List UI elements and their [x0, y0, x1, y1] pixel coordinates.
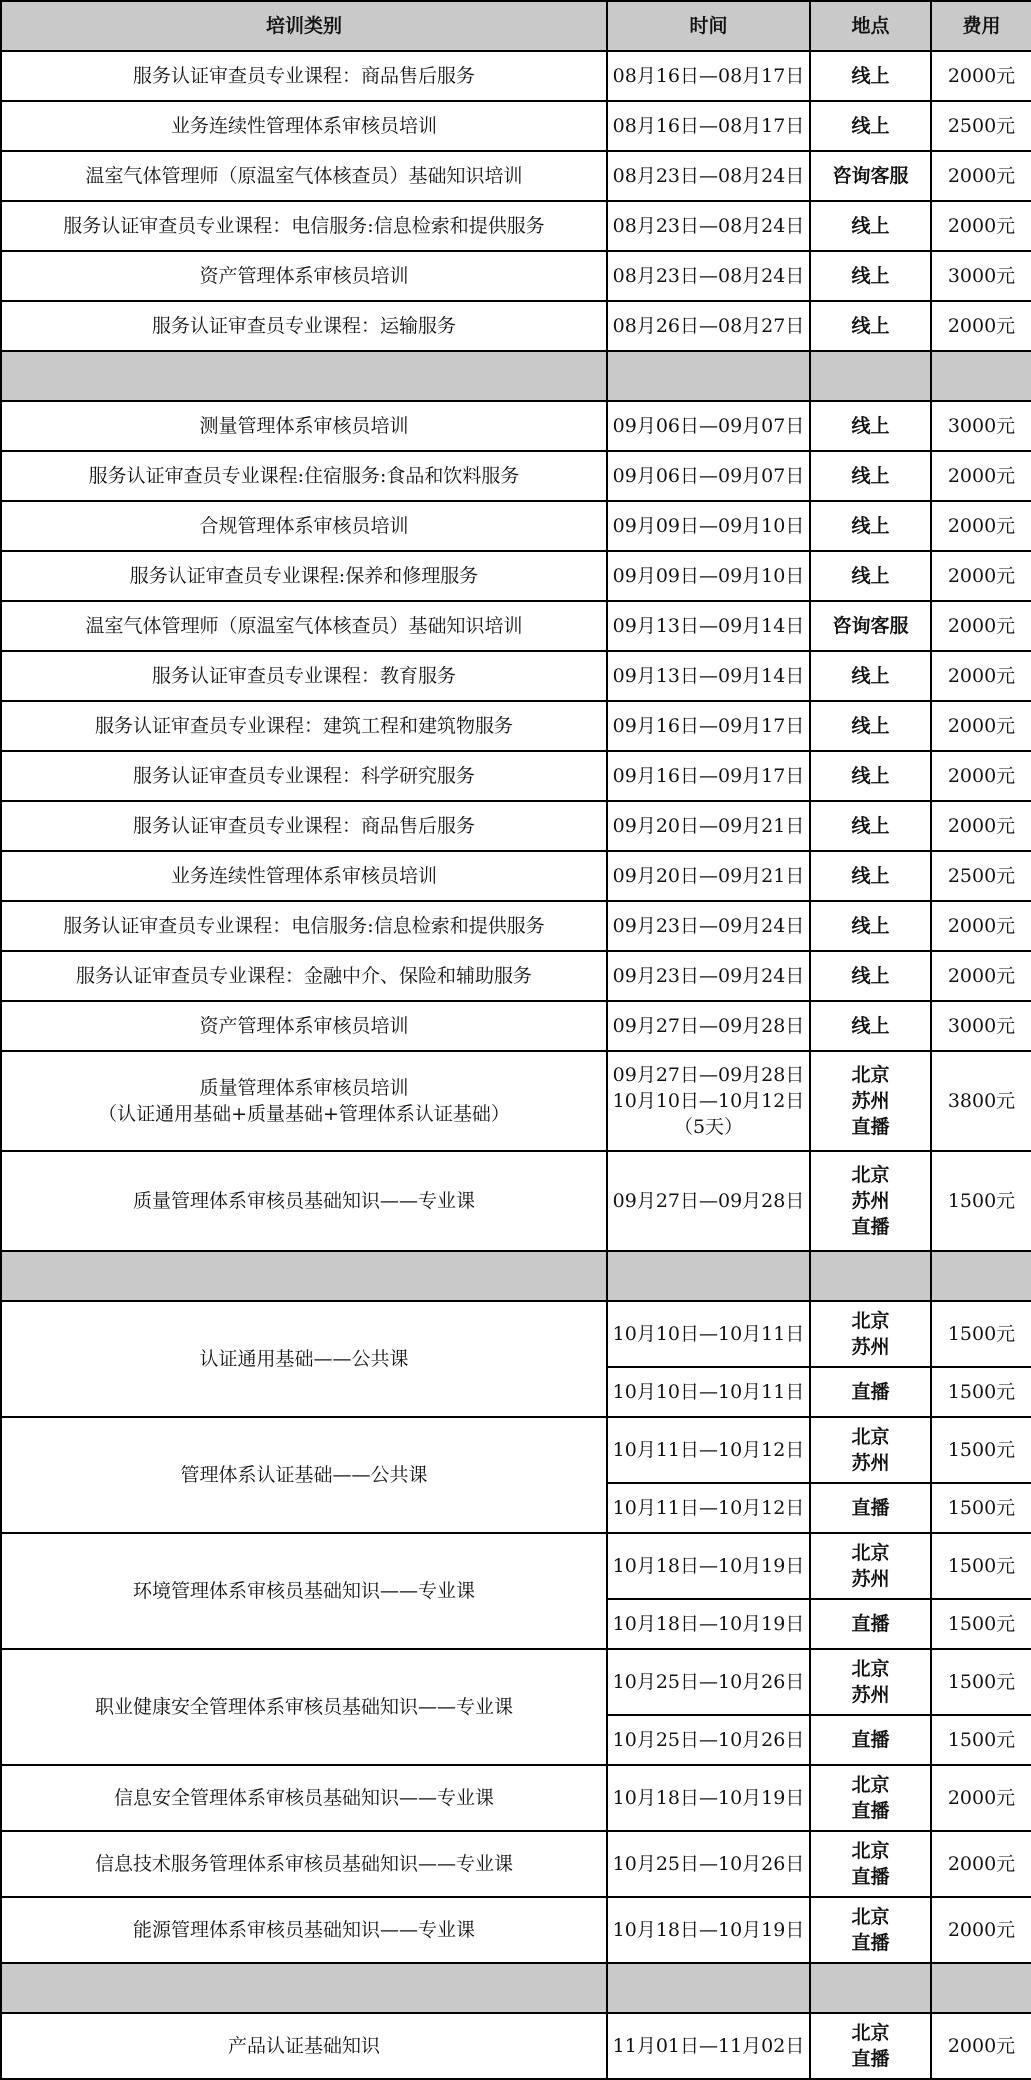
divider-cell — [810, 1963, 931, 2013]
course-time: 10月18日—10月19日 — [607, 1533, 810, 1599]
course-location: 线上 — [810, 51, 931, 101]
course-name: 能源管理体系审核员基础知识——专业课 — [1, 1897, 607, 1963]
course-location: 北京 直播 — [810, 1765, 931, 1831]
table-header-row — [1, 1, 1031, 51]
header-time: 时间 — [607, 1, 810, 51]
table-row — [1, 801, 1031, 851]
table-body — [1, 51, 1031, 2079]
course-fee: 2000元 — [931, 1831, 1031, 1897]
course-location: 直播 — [810, 1367, 931, 1417]
course-location: 线上 — [810, 551, 931, 601]
course-location: 直播 — [810, 1483, 931, 1533]
table-row — [1, 301, 1031, 351]
course-fee: 3000元 — [931, 1001, 1031, 1051]
course-time: 09月20日—09月21日 — [607, 851, 810, 901]
course-fee: 2000元 — [931, 551, 1031, 601]
course-fee: 2000元 — [931, 1897, 1031, 1963]
table-row — [1, 651, 1031, 701]
course-location: 线上 — [810, 751, 931, 801]
course-name: 服务认证审查员专业课程:住宿服务:食品和饮料服务 — [1, 451, 607, 501]
course-time: 10月11日—10月12日 — [607, 1417, 810, 1483]
course-location: 北京 直播 — [810, 2013, 931, 2079]
table-row — [1, 451, 1031, 501]
course-fee: 2000元 — [931, 501, 1031, 551]
course-fee: 2500元 — [931, 101, 1031, 151]
course-location: 北京 苏州 — [810, 1649, 931, 1715]
table-row — [1, 1831, 1031, 1897]
course-fee: 2000元 — [931, 651, 1031, 701]
course-time: 10月18日—10月19日 — [607, 1897, 810, 1963]
course-fee: 1500元 — [931, 1417, 1031, 1483]
course-location: 线上 — [810, 651, 931, 701]
course-time: 10月25日—10月26日 — [607, 1649, 810, 1715]
course-name: 服务认证审查员专业课程:保养和修理服务 — [1, 551, 607, 601]
course-location: 北京 苏州 直播 — [810, 1051, 931, 1151]
table-row — [1, 2013, 1031, 2079]
course-name: 服务认证审查员专业课程：商品售后服务 — [1, 51, 607, 101]
course-location: 线上 — [810, 301, 931, 351]
table-row — [1, 901, 1031, 951]
section-divider-row — [1, 1251, 1031, 1301]
course-location: 北京 直播 — [810, 1831, 931, 1897]
course-time: 09月27日—09月28日 10月10日—10月12日 （5天） — [607, 1051, 810, 1151]
course-fee: 3000元 — [931, 251, 1031, 301]
divider-cell — [810, 351, 931, 401]
header-location: 地点 — [810, 1, 931, 51]
course-fee: 1500元 — [931, 1483, 1031, 1533]
course-time: 10月18日—10月19日 — [607, 1599, 810, 1649]
divider-cell — [931, 351, 1031, 401]
header-training-category: 培训类别 — [1, 1, 607, 51]
course-name: 资产管理体系审核员培训 — [1, 1001, 607, 1051]
course-time: 09月13日—09月14日 — [607, 601, 810, 651]
course-name: 质量管理体系审核员培训 （认证通用基础+质量基础+管理体系认证基础） — [1, 1051, 607, 1151]
course-fee: 2000元 — [931, 901, 1031, 951]
course-time: 09月06日—09月07日 — [607, 451, 810, 501]
divider-cell — [607, 1963, 810, 2013]
table-row — [1, 1151, 1031, 1251]
course-name: 服务认证审查员专业课程：运输服务 — [1, 301, 607, 351]
course-time: 10月25日—10月26日 — [607, 1715, 810, 1765]
course-name: 服务认证审查员专业课程：商品售后服务 — [1, 801, 607, 851]
course-name: 环境管理体系审核员基础知识——专业课 — [1, 1533, 607, 1649]
course-name: 质量管理体系审核员基础知识——专业课 — [1, 1151, 607, 1251]
course-fee: 2000元 — [931, 2013, 1031, 2079]
course-fee: 2000元 — [931, 51, 1031, 101]
course-location: 线上 — [810, 401, 931, 451]
course-time: 09月27日—09月28日 — [607, 1151, 810, 1251]
table-row — [1, 1765, 1031, 1831]
course-name: 资产管理体系审核员培训 — [1, 251, 607, 301]
course-location: 线上 — [810, 1001, 931, 1051]
course-time: 09月23日—09月24日 — [607, 951, 810, 1001]
table-row — [1, 1001, 1031, 1051]
course-fee: 1500元 — [931, 1301, 1031, 1367]
course-time: 10月25日—10月26日 — [607, 1831, 810, 1897]
divider-cell — [607, 1251, 810, 1301]
course-time: 08月26日—08月27日 — [607, 301, 810, 351]
table-row — [1, 151, 1031, 201]
course-fee: 1500元 — [931, 1599, 1031, 1649]
divider-cell — [1, 351, 607, 401]
table-row — [1, 201, 1031, 251]
course-name: 信息安全管理体系审核员基础知识——专业课 — [1, 1765, 607, 1831]
course-time: 09月06日—09月07日 — [607, 401, 810, 451]
course-name: 服务认证审查员专业课程：科学研究服务 — [1, 751, 607, 801]
course-time: 08月23日—08月24日 — [607, 201, 810, 251]
table-row — [1, 101, 1031, 151]
course-name: 服务认证审查员专业课程：金融中介、保险和辅助服务 — [1, 951, 607, 1001]
course-location: 北京 苏州 — [810, 1533, 931, 1599]
course-time: 09月16日—09月17日 — [607, 751, 810, 801]
course-name: 服务认证审查员专业课程：电信服务:信息检索和提供服务 — [1, 901, 607, 951]
course-name: 温室气体管理师（原温室气体核查员）基础知识培训 — [1, 151, 607, 201]
course-time: 09月20日—09月21日 — [607, 801, 810, 851]
course-time: 10月10日—10月11日 — [607, 1367, 810, 1417]
table-row — [1, 1897, 1031, 1963]
divider-cell — [607, 351, 810, 401]
divider-cell — [1, 1963, 607, 2013]
header-fee: 费用 — [931, 1, 1031, 51]
course-time: 08月23日—08月24日 — [607, 151, 810, 201]
course-name: 合规管理体系审核员培训 — [1, 501, 607, 551]
course-fee: 2000元 — [931, 1765, 1031, 1831]
course-time: 08月23日—08月24日 — [607, 251, 810, 301]
course-time: 09月23日—09月24日 — [607, 901, 810, 951]
course-time: 10月18日—10月19日 — [607, 1765, 810, 1831]
section-divider-row — [1, 1963, 1031, 2013]
table-row — [1, 1051, 1031, 1151]
course-location: 线上 — [810, 801, 931, 851]
course-name: 认证通用基础——公共课 — [1, 1301, 607, 1417]
course-name: 业务连续性管理体系审核员培训 — [1, 101, 607, 151]
table-row — [1, 501, 1031, 551]
divider-cell — [1, 1251, 607, 1301]
course-time: 10月10日—10月11日 — [607, 1301, 810, 1367]
course-fee: 2000元 — [931, 601, 1031, 651]
course-name: 业务连续性管理体系审核员培训 — [1, 851, 607, 901]
divider-cell — [931, 1251, 1031, 1301]
course-fee: 2000元 — [931, 201, 1031, 251]
course-location: 线上 — [810, 101, 931, 151]
table-row — [1, 551, 1031, 601]
table-row — [1, 951, 1031, 1001]
course-location: 线上 — [810, 901, 931, 951]
course-fee: 3800元 — [931, 1051, 1031, 1151]
table-row — [1, 1649, 1031, 1715]
course-location: 北京 苏州 直播 — [810, 1151, 931, 1251]
table-row — [1, 401, 1031, 451]
course-time: 11月01日—11月02日 — [607, 2013, 810, 2079]
course-name: 管理体系认证基础——公共课 — [1, 1417, 607, 1533]
course-time: 08月16日—08月17日 — [607, 101, 810, 151]
course-location: 线上 — [810, 701, 931, 751]
course-fee: 2000元 — [931, 451, 1031, 501]
table-row — [1, 701, 1031, 751]
course-name: 产品认证基础知识 — [1, 2013, 607, 2079]
course-fee: 1500元 — [931, 1715, 1031, 1765]
course-name: 职业健康安全管理体系审核员基础知识——专业课 — [1, 1649, 607, 1765]
course-fee: 2000元 — [931, 701, 1031, 751]
course-name: 服务认证审查员专业课程：建筑工程和建筑物服务 — [1, 701, 607, 751]
course-location: 北京 直播 — [810, 1897, 931, 1963]
course-fee: 2000元 — [931, 151, 1031, 201]
course-time: 09月13日—09月14日 — [607, 651, 810, 701]
course-location: 咨询客服 — [810, 601, 931, 651]
course-location: 北京 苏州 — [810, 1301, 931, 1367]
section-divider-row — [1, 351, 1031, 401]
course-fee: 2000元 — [931, 801, 1031, 851]
course-name: 测量管理体系审核员培训 — [1, 401, 607, 451]
course-location: 线上 — [810, 451, 931, 501]
course-fee: 1500元 — [931, 1533, 1031, 1599]
course-fee: 1500元 — [931, 1649, 1031, 1715]
divider-cell — [810, 1251, 931, 1301]
table-row — [1, 1533, 1031, 1599]
course-fee: 1500元 — [931, 1367, 1031, 1417]
course-location: 咨询客服 — [810, 151, 931, 201]
course-time: 09月27日—09月28日 — [607, 1001, 810, 1051]
table-row — [1, 851, 1031, 901]
course-fee: 2000元 — [931, 951, 1031, 1001]
table-row — [1, 751, 1031, 801]
table-row — [1, 51, 1031, 101]
course-name: 服务认证审查员专业课程：电信服务:信息检索和提供服务 — [1, 201, 607, 251]
table-row — [1, 1301, 1031, 1367]
table-row — [1, 1417, 1031, 1483]
course-time: 10月11日—10月12日 — [607, 1483, 810, 1533]
course-location: 直播 — [810, 1715, 931, 1765]
course-time: 09月09日—09月10日 — [607, 551, 810, 601]
course-time: 08月16日—08月17日 — [607, 51, 810, 101]
course-time: 09月16日—09月17日 — [607, 701, 810, 751]
course-name: 服务认证审查员专业课程：教育服务 — [1, 651, 607, 701]
course-time: 09月09日—09月10日 — [607, 501, 810, 551]
divider-cell — [931, 1963, 1031, 2013]
course-location: 线上 — [810, 851, 931, 901]
table-row — [1, 601, 1031, 651]
course-location: 线上 — [810, 201, 931, 251]
course-fee: 2000元 — [931, 301, 1031, 351]
table-row — [1, 251, 1031, 301]
course-name: 温室气体管理师（原温室气体核查员）基础知识培训 — [1, 601, 607, 651]
course-name: 信息技术服务管理体系审核员基础知识——专业课 — [1, 1831, 607, 1897]
course-location: 直播 — [810, 1599, 931, 1649]
course-fee: 2500元 — [931, 851, 1031, 901]
course-location: 北京 苏州 — [810, 1417, 931, 1483]
course-location: 线上 — [810, 951, 931, 1001]
course-fee: 1500元 — [931, 1151, 1031, 1251]
course-location: 线上 — [810, 501, 931, 551]
course-fee: 3000元 — [931, 401, 1031, 451]
course-location: 线上 — [810, 251, 931, 301]
course-fee: 2000元 — [931, 751, 1031, 801]
